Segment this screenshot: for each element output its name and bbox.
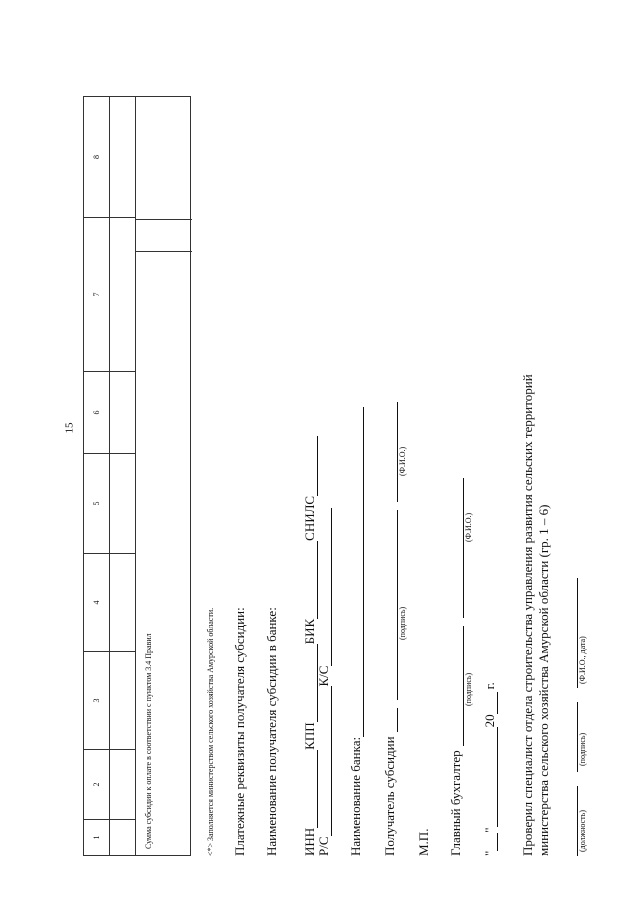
cell <box>110 371 135 453</box>
date-year-prefix: 20 <box>482 714 497 728</box>
rs-ks-row <box>316 508 332 856</box>
rs-label: Р/С <box>316 836 331 856</box>
footnote: <*> Заполняется министерством сельского хозяйства Амурской области. <box>206 607 215 856</box>
recipient-label: Получатель субсидии <box>382 736 397 856</box>
col-1-header: 1 <box>84 819 109 855</box>
summary-label: Сумма субсидии к оплате в соответствии с пунктом 3.4 Правил <box>136 251 192 855</box>
cell <box>110 217 135 371</box>
chief-accountant-label: Главный бухгалтер <box>448 750 463 856</box>
table-header-row <box>84 97 110 855</box>
rs-field[interactable] <box>318 686 332 836</box>
date-month-field[interactable] <box>484 727 498 827</box>
bank-recipient-title: Наименование получателя субсидии в банке: <box>264 607 279 856</box>
ks-field[interactable] <box>318 508 332 666</box>
date-day-field[interactable] <box>484 833 498 851</box>
col-2-header: 2 <box>84 749 109 819</box>
table-data-row <box>110 97 136 855</box>
check-position-field[interactable] <box>564 786 578 856</box>
check-fio-date-field[interactable] <box>564 578 578 688</box>
summary-cell <box>136 219 192 251</box>
bik-label: БИК <box>302 618 317 645</box>
recipient-fio-caption: (Ф.И.О.) <box>398 446 407 476</box>
stamp-label: М.П. <box>416 828 431 856</box>
chief-fio-caption: (Ф.И.О.) <box>464 512 473 542</box>
cell <box>110 651 135 749</box>
cell <box>110 553 135 651</box>
col-6-header: 6 <box>84 371 109 453</box>
recipient-signature-field[interactable] <box>384 510 398 700</box>
check-fio-date-caption: (Ф.И.О., дата) <box>578 636 587 684</box>
checked-by-line-1: Проверил специалист отдела строительства управления развития сельских территорий <box>520 374 535 856</box>
chief-signature-caption: (подпись) <box>464 672 473 706</box>
bank-name-field[interactable] <box>350 407 364 737</box>
chief-accountant-row <box>448 478 464 856</box>
checked-by-line-2: министерства сельского хозяйства Амурской области (гр. 1 – 6) <box>536 504 551 856</box>
date-row <box>482 682 498 856</box>
ks-label: К/С <box>316 665 331 687</box>
cell <box>110 97 135 217</box>
date-open-quote: " <box>482 850 497 856</box>
recipient-fio-field[interactable] <box>384 402 398 502</box>
date-year-suffix: г. <box>482 682 497 690</box>
cell <box>110 749 135 819</box>
subsidy-table <box>83 96 191 856</box>
check-position-caption: (должность) <box>578 810 587 852</box>
date-year-field[interactable] <box>484 692 498 714</box>
inn-label: ИНН <box>302 827 317 856</box>
check-sign-row <box>562 578 578 856</box>
col-7-header: 7 <box>84 217 109 371</box>
bank-name-row <box>348 407 364 856</box>
snils-label: СНИЛС <box>302 495 317 541</box>
col-8-header: 8 <box>92 155 101 159</box>
check-signature-field[interactable] <box>564 702 578 772</box>
summary-row <box>136 97 192 855</box>
recipient-row <box>382 402 398 856</box>
col-5-header: 5 <box>84 453 109 553</box>
recipient-pad <box>384 708 398 732</box>
payment-details-title: Платежные реквизиты получателя субсидии: <box>232 607 247 856</box>
chief-accountant-signature-field[interactable] <box>450 626 464 746</box>
recipient-signature-caption: (подпись) <box>398 606 407 640</box>
snils-field[interactable] <box>304 436 318 496</box>
summary-cell <box>136 97 192 219</box>
col-4-header: 4 <box>84 553 109 651</box>
page-number: 15 <box>63 422 76 434</box>
cell <box>110 453 135 553</box>
bank-name-label: Наименование банка: <box>348 736 363 856</box>
kpp-label: КПП <box>302 722 317 750</box>
col-3-header: 3 <box>84 651 109 749</box>
date-close-quote: " <box>482 827 497 833</box>
rotated-form-sheet <box>36 46 596 856</box>
cell <box>110 819 135 855</box>
check-signature-caption: (подпись) <box>578 732 587 766</box>
chief-accountant-fio-field[interactable] <box>450 478 464 618</box>
